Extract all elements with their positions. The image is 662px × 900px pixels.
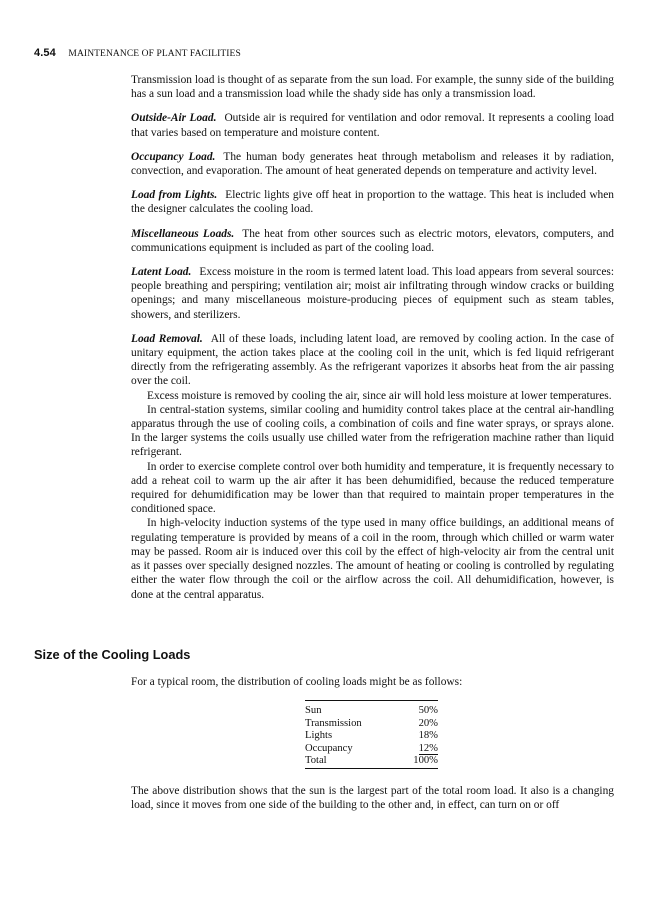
table-value: 20% xyxy=(418,717,438,729)
table-row xyxy=(305,701,438,718)
table-label: Lights xyxy=(305,730,333,742)
paragraph-lead: Occupancy Load. xyxy=(131,150,216,163)
paragraph-continuation: Excess moisture is removed by cooling the air, since air will hold less moisture at lower temperatures. xyxy=(147,389,612,402)
cooling-load-table xyxy=(305,700,438,769)
body-text xyxy=(131,73,614,602)
paragraph-text: Excess moisture in the room is termed latent load. This load appears from several sources: people breathing and perspiring; ventilation air; moist air infiltrating through window cracks or building openings; and many miscellaneous moisture-producing pieces of equipment such as steam tables, showers, and sterilizers. xyxy=(131,266,614,321)
table-row xyxy=(305,730,438,743)
paragraph xyxy=(131,150,614,178)
table-row xyxy=(305,755,438,768)
table-label: Total xyxy=(305,755,398,768)
paragraph-text: Transmission load is thought of as separate from the sun load. For example, the sunny side of the building has a sun load and a transmission load while the shady side has only a transmission load. xyxy=(131,74,614,101)
paragraph-lead: Load Removal. xyxy=(131,332,203,345)
table-label: Transmission xyxy=(305,717,362,729)
table-label: Occupancy xyxy=(305,742,353,754)
table-value: 100% xyxy=(398,755,438,768)
paragraph xyxy=(131,111,614,139)
paragraph-text: All of these loads, including latent load, are removed by cooling action. In the case of unitary equipment, the action takes place at the cooling coil in the unit, which is fed liquid refrigerant directly from the refrigerating assembly. As the refrigerant vaporizes it absorbs heat from the air passing over the coil. xyxy=(131,332,614,388)
paragraph-continuation: In high-velocity induction systems of the type used in many office buildings, an additional means of regulating temperature is provided by means of a coil in the room, through which chilled or warm water may be passed. Room air is induced over this coil by the effect of high-velocity air from the central unit as it passes over specially designed nozzles. The amount of heating or cooling is controlled by regulating either the water flow through the coil or the airflow across the coil. All dehumidification, however, is done at the central apparatus. xyxy=(131,517,614,601)
paragraph-text: The heat from other sources such as electric motors, elevators, computers, and communications equipment is included as part of the cooling load. xyxy=(131,227,614,254)
section-intro: For a typical room, the distribution of cooling loads might be as follows: xyxy=(131,676,463,688)
paragraph-text: The human body generates heat through metabolism and releases it by radiation, convection, and evaporation. The amount of heat generated depends on temperature and activity level. xyxy=(131,150,615,178)
closing-paragraph: The above distribution shows that the sun is the largest part of the total room load. It also is a changing load, since it moves from one side of the building to the other and, in effect, can turn on or off xyxy=(131,785,614,812)
page-header xyxy=(34,47,241,59)
section-heading: Size of the Cooling Loads xyxy=(34,647,191,662)
table-value: 50% xyxy=(398,701,438,718)
paragraph-lead: Load from Lights. xyxy=(131,189,218,202)
paragraph xyxy=(131,332,614,389)
paragraph xyxy=(131,73,614,101)
paragraph-lead: Outside-Air Load. xyxy=(131,112,217,125)
table-value: 18% xyxy=(418,730,438,742)
paragraph xyxy=(131,188,614,216)
table-row xyxy=(305,743,438,756)
table-label: Sun xyxy=(305,701,398,718)
paragraph-continuation: In order to exercise complete control over both humidity and temperature, it is frequently necessary to add a reheat coil to warm up the air after it has been dehumidified, because the reduced temperature required for dehumidification may be lower than that required to maintain proper temperatures in the conditioned space. xyxy=(131,460,614,516)
paragraph-text: Electric lights give off heat in proportion to the wattage. This heat is included when the designer calculates the cooling load. xyxy=(131,189,614,216)
paragraph xyxy=(131,227,614,255)
page-number: 4.54 xyxy=(34,47,56,59)
paragraph-continuation: In central-station systems, similar cooling and humidity control takes place at the central air-handling apparatus through the use of cooling coils, a combination of coils and fine water sprays, or sprays alone. In the larger systems the coils usually use chilled water from the refrigeration machine rather than liquid refrigerant. xyxy=(131,403,614,459)
table-value: 12% xyxy=(418,742,438,754)
table-value-cell xyxy=(398,743,438,756)
paragraph xyxy=(131,265,614,322)
paragraph-text: Outside air is required for ventilation and odor removal. It represents a cooling load that varies based on temperature and moisture content. xyxy=(131,112,614,139)
table-row xyxy=(305,718,438,731)
paragraph-lead: Miscellaneous Loads. xyxy=(131,227,235,240)
paragraph-lead: Latent Load. xyxy=(131,266,192,279)
running-title: MAINTENANCE OF PLANT FACILITIES xyxy=(68,49,241,59)
